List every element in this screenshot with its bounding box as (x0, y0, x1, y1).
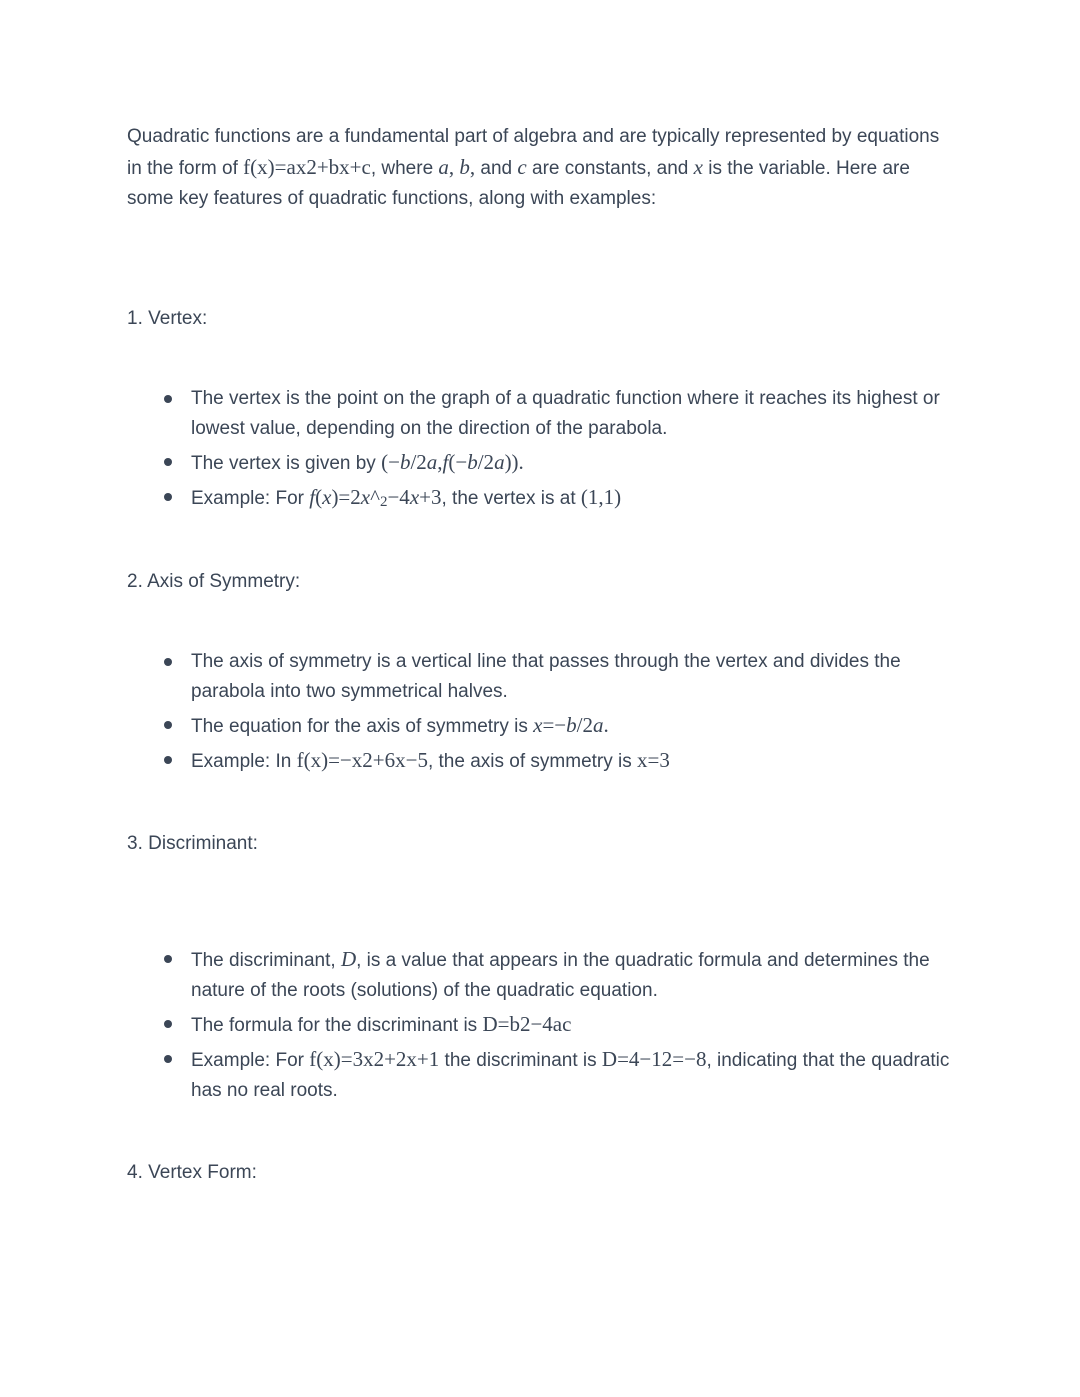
bullet-marker (164, 458, 172, 466)
bullet-item (127, 647, 953, 707)
bullet-text (191, 1012, 572, 1036)
text-run: a (593, 713, 604, 737)
section-4 (127, 1158, 953, 1188)
text-run: Example: For (191, 1050, 310, 1071)
text-run: the discriminant is (439, 1050, 602, 1071)
text-run: is the variable. Here are some key features of quadratic functions, along with examples: (127, 158, 910, 209)
text-run: D (340, 947, 357, 971)
section-heading: 4. Vertex Form: (127, 1162, 257, 1183)
text-run: x (693, 155, 703, 179)
text-run: f(x)=−x2+6x−5 (296, 748, 428, 772)
text-run: D=b2−4ac (482, 1012, 572, 1036)
text-run: , (437, 450, 443, 474)
text-run: a (438, 155, 449, 179)
text-run: +3 (419, 485, 442, 509)
bullet-marker (164, 756, 172, 764)
bullet-item (127, 384, 953, 444)
text-run: b (459, 155, 470, 179)
text-run: 2 (379, 494, 388, 510)
bullet-item (127, 1044, 953, 1106)
text-run: The axis of symmetry is a vertical line that passes through the vertex and divides the parabola into two symmetrical halves. (191, 651, 901, 702)
bullet-list (127, 647, 953, 777)
section-3 (127, 829, 953, 1106)
text-run: The equation for the axis of symmetry is (191, 716, 534, 737)
bullet-text (191, 388, 940, 439)
bullet-text (191, 1047, 950, 1101)
text-run: (− (381, 450, 400, 474)
text-run: −4 (387, 485, 410, 509)
text-run: (− (448, 450, 468, 474)
text-run: The vertex is given by (191, 453, 382, 474)
text-run: f (309, 485, 316, 509)
bullet-text (191, 485, 622, 510)
text-run: f (442, 450, 449, 474)
text-run: , indicating that the quadratic has no real roots. (191, 1050, 950, 1101)
text-run: )). (504, 450, 524, 474)
text-run: ^ (370, 485, 380, 509)
bullet-item (127, 482, 953, 515)
text-run: x (533, 713, 543, 737)
text-run: , (469, 155, 481, 179)
section-heading: 2. Axis of Symmetry: (127, 571, 301, 592)
bullet-marker (164, 658, 172, 666)
text-run: , is a value that appears in the quadratic formula and determines the nature of the roots (solutions) of the quadratic equation. (191, 950, 930, 1001)
text-run: , (448, 155, 460, 179)
text-run: Example: For (191, 488, 310, 509)
bullet-marker (164, 395, 172, 403)
bullet-item (127, 745, 953, 777)
intro-paragraph (127, 122, 953, 214)
section-2 (127, 567, 953, 777)
text-run: ( (315, 485, 323, 509)
bullet-text (191, 450, 524, 474)
section-heading: 3. Discriminant: (127, 833, 258, 854)
text-run: (1,1) (580, 485, 622, 509)
text-run: The formula for the discriminant is (191, 1015, 483, 1036)
text-run: )=2 (331, 485, 361, 509)
section-1 (127, 304, 953, 515)
text-run: /2 (410, 450, 427, 474)
bullet-list (127, 384, 953, 515)
text-run: x=3 (637, 748, 670, 772)
text-run: /2 (576, 713, 593, 737)
bullet-item (127, 1009, 953, 1041)
text-run: Example: In (191, 751, 297, 772)
bullet-marker (164, 1020, 172, 1028)
text-run: b (467, 450, 478, 474)
text-run: . (603, 713, 609, 737)
bullet-text (191, 713, 609, 737)
text-run: b (566, 713, 577, 737)
text-run: x (322, 485, 332, 509)
bullet-marker (164, 721, 172, 729)
bullet-list (127, 944, 953, 1106)
text-run: x (409, 485, 420, 509)
text-run: , the axis of symmetry is (427, 751, 638, 772)
bullet-text (191, 947, 930, 1001)
bullet-item (127, 710, 953, 742)
section-heading: 1. Vertex: (127, 308, 208, 329)
text-run: =− (542, 713, 567, 737)
bullet-marker (164, 1055, 172, 1063)
bullet-text (191, 651, 901, 702)
text-run: a (426, 450, 438, 474)
text-run: and (480, 158, 518, 179)
text-run: b (399, 450, 411, 474)
text-run: c (517, 155, 527, 179)
bullet-item (127, 944, 953, 1006)
text-run: f(x)=ax2+bx+c (243, 155, 371, 179)
bullet-item (127, 447, 953, 479)
text-run: a (494, 450, 505, 474)
sections-container (127, 304, 953, 1188)
text-run: , where (370, 158, 439, 179)
text-run: Quadratic functions are a fundamental part of algebra and are typically represented by equations in the form of (127, 126, 940, 179)
text-run: The vertex is the point on the graph of a quadratic function where it reaches its highest or lowest value, depending on the direction of the parabola. (191, 388, 940, 439)
text-run: , the vertex is at (441, 488, 581, 509)
text-run: /2 (477, 450, 495, 474)
bullet-text (191, 748, 670, 772)
text-run: The discriminant, (191, 950, 341, 971)
bullet-marker (164, 493, 172, 501)
text-run: f(x)=3x2+2x+1 (309, 1047, 440, 1071)
text-run: are constants, and (526, 158, 694, 179)
bullet-marker (164, 955, 172, 963)
text-run: D=4−12=−8 (601, 1047, 707, 1071)
text-run: x (360, 485, 371, 509)
